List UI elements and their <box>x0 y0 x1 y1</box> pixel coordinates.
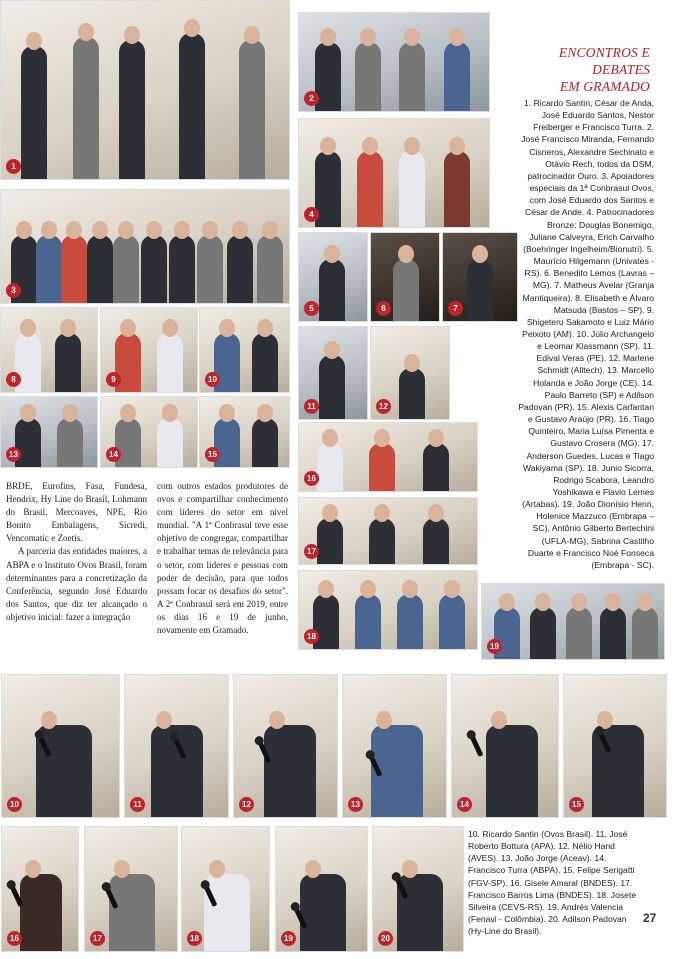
photo-13 <box>0 396 98 468</box>
photo-14 <box>100 396 198 468</box>
speaker-photo-20 <box>372 826 464 952</box>
speaker-photo-15-number: 15 <box>569 797 584 812</box>
speaker-photo-19-number: 19 <box>281 931 296 946</box>
speaker-photo-20-number: 20 <box>378 931 393 946</box>
photo-16-number: 16 <box>304 471 319 486</box>
photo-13-number: 13 <box>6 447 21 462</box>
speaker-photo-13 <box>342 674 447 818</box>
photo-4-number: 4 <box>304 207 319 222</box>
speaker-photo-11-number: 11 <box>130 797 145 812</box>
speaker-photos-caption: 10. Ricardo Santin (Ovos Brasil). 11. José Roberto Bottura (APA). 12. Nélio Hand (AVES). 13. João Jorge (Aceav). 14. Francisco Turra (ABPA). 15. Felipe Serigatti (FGV-SP). 16. Gisele Amaral (BNDES). 17. Francisco Barros Lima (BNDES). 18. Josete Silveira (CEVS-RS). 19. Andrés Valencia (Fenavi - Colômbia). 20. Adilson Padovan (Hy-Line do Brasil). <box>468 829 637 937</box>
photo-6 <box>370 232 440 322</box>
photo-3-number: 3 <box>6 283 21 298</box>
photo-9 <box>100 307 198 393</box>
page-title-line-1: ENCONTROS E DEBATES <box>558 45 650 77</box>
page-title-line-2: EM GRAMADO <box>559 79 650 94</box>
photo-7 <box>442 232 518 322</box>
body-column-1 <box>6 480 147 624</box>
photo-14-number: 14 <box>106 447 121 462</box>
page-number: 27 <box>643 911 657 925</box>
speaker-photo-17-number: 17 <box>90 931 105 946</box>
photo-17-number: 17 <box>304 544 319 559</box>
body-column-2 <box>157 480 288 637</box>
photo-11 <box>298 326 368 420</box>
photo-16 <box>298 422 478 492</box>
photo-2-number: 2 <box>304 91 319 106</box>
speaker-photo-13-number: 13 <box>348 797 363 812</box>
speaker-photo-18-number: 18 <box>187 931 202 946</box>
photo-15 <box>199 396 290 468</box>
photo-3 <box>0 189 290 304</box>
photo-10-number: 10 <box>205 372 220 387</box>
photo-11-number: 11 <box>304 399 319 414</box>
page-title <box>520 44 650 95</box>
photo-8-number: 8 <box>6 372 21 387</box>
speaker-photo-12-number: 12 <box>239 797 254 812</box>
speaker-photo-15 <box>563 674 667 818</box>
photo-1 <box>0 0 290 180</box>
body-column-2-paragraph: com outros estados produtores de ovos e compartilhar conhecimento com líderes do setor em nível mundial. "A 1ª Conbrasul teve esse objetivo de congregar, compartilhar e trabalhar temas de relevância para o setor, com líderes e pessoas com poder de decisão, para que todos possam focar os desafios do setor". A 2ª Conbrasul será em 2019, entre os dias 16 e 19 de junho, novamente em Gramado. <box>157 481 288 636</box>
photo-19 <box>481 583 665 660</box>
speaker-photo-19 <box>275 826 368 952</box>
speaker-photo-17 <box>84 826 178 952</box>
body-column-1-paragraph-2: A parceria das entidades maiores, a ABPA e o Instituto Ovos Brasil, foram determinantes para a concretização da Conferência, segundo José Eduardo dos Santos, que diz ter alcançado o objetivo inicial: fazer a integração <box>6 546 147 622</box>
photo-12-number: 12 <box>376 399 391 414</box>
speaker-photo-16-number: 16 <box>7 931 22 946</box>
photo-12 <box>370 326 450 420</box>
speaker-photo-14-number: 14 <box>457 797 472 812</box>
photo-8 <box>0 307 98 393</box>
photo-19-number: 19 <box>487 639 502 654</box>
photo-5 <box>298 232 368 322</box>
photo-18-number: 18 <box>304 629 319 644</box>
photo-18 <box>298 570 478 650</box>
top-photos-caption: 1. Ricardo Santin, César de Anda, José Eduardo Santos, Nestor Freiberger e Francisco Turra. 2. José Francisco Miranda, Fernando Cisneros, Alexandre Sechinato e Otávio Rech, todos da DSM, patrocinador Ouro. 3. Apoiadores especiais da 1ª Conbrasul Ovos, com José Eduardo dos Santos e César de Ande. 4. Patrocinadores Bronze: Douglas Bonemigo, Juliane Calveyra, Erich Carvalho (Boehringer Ingelheim/Bionutri). 5. Maurício Hilgemann (Univates -RS). 6. Benedito Lemos (Lavras – MG). 7. Matheus Avelar (Granja Mantiqueira). 8. Elisabeth e Álvaro Matsuda (Bastos – SP). 9. Shigeteru Sakamoto e Luiz Mário Peixoto (AM). 10. Júlio Archangelo e Leomar Klassmann (SP). 11. Edival Veras (PE). 12. Marlene Schmidt (Alltech). 13. Marcello Holanda e João Jorge (CE). 14. Paulo Barreto (SP) e Adilson Padovan (PR). 15. Alexis Carfantan e Gustavo Araújo (PR). 16. Tiago Quinteiro, Maria Luísa Pimenta e Gustavo Crosera (MG). 17. Anderson Guedes, Lucas e Tiago Wakiyama (SP). 18. Junio Sicorra, Rodrigo Scabora, Leandro Yoshikawa e Flavio Lemes (Artabas). 19. João Dionísio Henn, Holenice Mazzuco (Embrapa – SC), Antônio Gilberto Bertechini (UFLA-MG), Sabrina Castilho Duarte e Francisco Noé Fonseca (Embrapa - SC). <box>518 98 654 570</box>
photo-15-number: 15 <box>205 447 220 462</box>
photo-1-number: 1 <box>6 159 21 174</box>
speaker-photo-12 <box>233 674 338 818</box>
body-column-1-paragraph-1: BRDE, Eurofins, Fasa, Fundesa, Hendrix, Hy Line do Brasil, Lohmann do Brasil, Mercoaves, NPE, Rio Bonito Embalagens, Sicredi, Vencomatic e Zoetis. <box>6 481 147 544</box>
photo-5-number: 5 <box>304 301 319 316</box>
photo-17 <box>298 497 478 565</box>
speaker-photo-14 <box>451 674 559 818</box>
photo-9-number: 9 <box>106 372 121 387</box>
speaker-photo-18 <box>181 826 270 952</box>
speaker-photo-16 <box>1 826 79 952</box>
photo-2 <box>298 12 490 112</box>
photo-4 <box>298 118 490 228</box>
speaker-photo-11 <box>124 674 229 818</box>
photo-7-number: 7 <box>448 301 463 316</box>
speaker-photo-10-number: 10 <box>7 797 22 812</box>
photo-6-number: 6 <box>376 301 391 316</box>
speaker-photo-10 <box>1 674 120 818</box>
photo-10 <box>199 307 290 393</box>
